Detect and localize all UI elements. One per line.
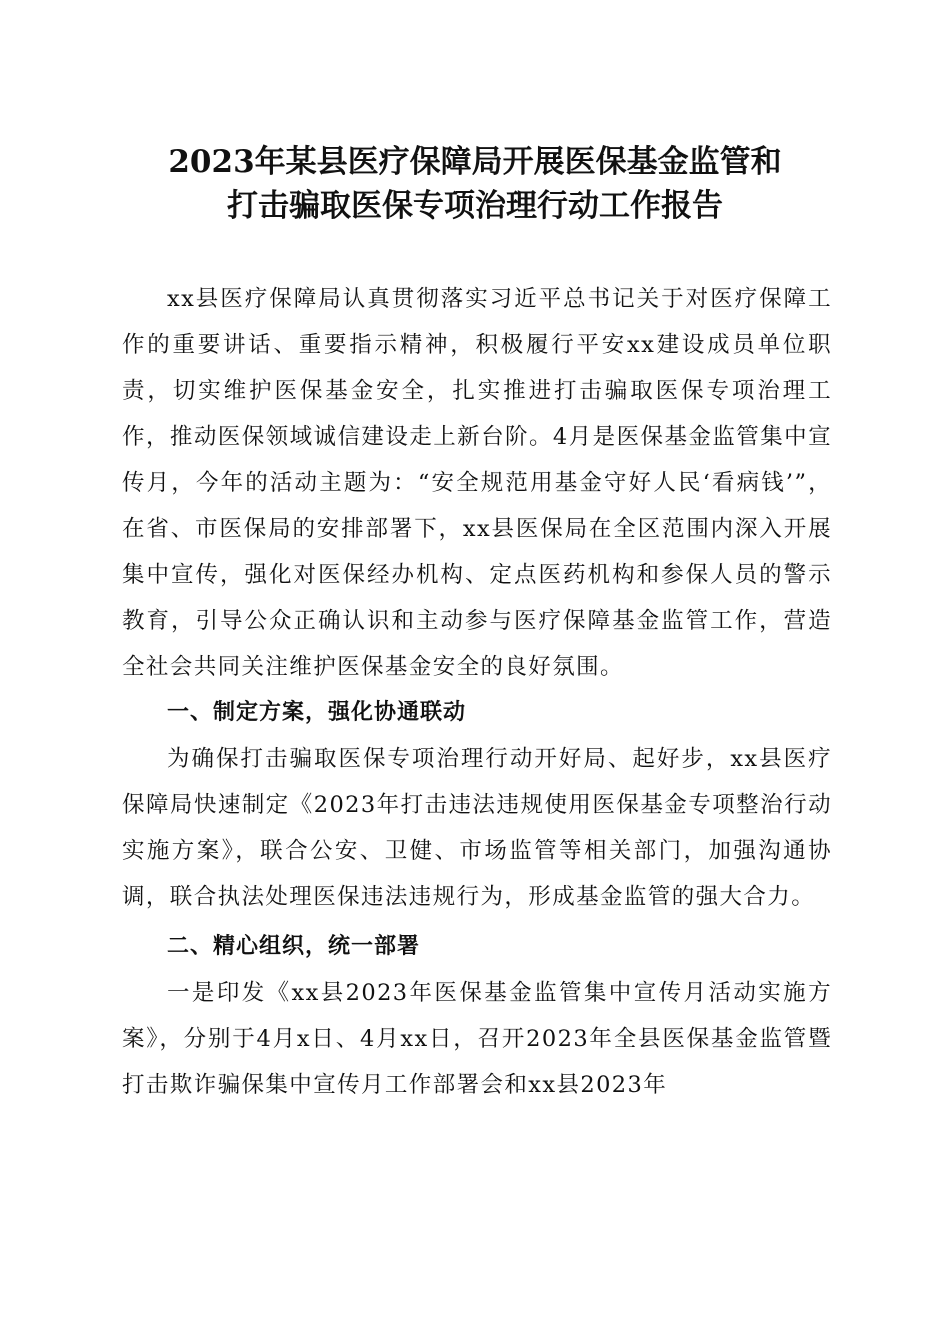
section-1-paragraph: 为确保打击骗取医保专项治理行动开好局、起好步，xx县医疗保障局快速制定《2023年打击违法违规使用医保基金专项整治行动实施方案》，联合公安、卫健、市场监管等相关部门，加强沟通协调，联合执法处理医保违法违规行为，形成基金监管的强大合力。 — [122, 746, 832, 910]
document-title-line-2: 打击骗取医保专项治理行动工作报告 — [227, 188, 723, 224]
document-body — [122, 276, 832, 1108]
section-2-heading: 二、精心组织，统一部署 — [167, 934, 421, 959]
intro-paragraph: xx县医疗保障局认真贯彻落实习近平总书记关于对医疗保障工作的重要讲话、重要指示精神，积极履行平安xx建设成员单位职责，切实维护医保基金安全，扎实推进打击骗取医保专项治理工作，推动医保领域诚信建设走上新台阶。4月是医保基金监管集中宣传月，今年的活动主题为：“安全规范用基金守好人民‘看病钱’”，在省、市医保局的安排部署下，xx县医保局在全区范围内深入开展集中宣传，强化对医保经办机构、定点医药机构和参保人员的警示教育，引导公众正确认识和主动参与医疗保障基金监管工作，营造全社会共同关注维护医保基金安全的良好氛围。 — [122, 286, 832, 680]
section-1-heading: 一、制定方案，强化协通联动 — [167, 700, 467, 725]
document-title-line-1: 2023年某县医疗保障局开展医保基金监管和 — [168, 144, 782, 180]
section-2-paragraph: 一是印发《xx县2023年医保基金监管集中宣传月活动实施方案》，分别于4月x日、4月xx日，召开2023年全县医保基金监管暨打击欺诈骗保集中宣传月工作部署会和xx县2023年 — [122, 980, 832, 1098]
